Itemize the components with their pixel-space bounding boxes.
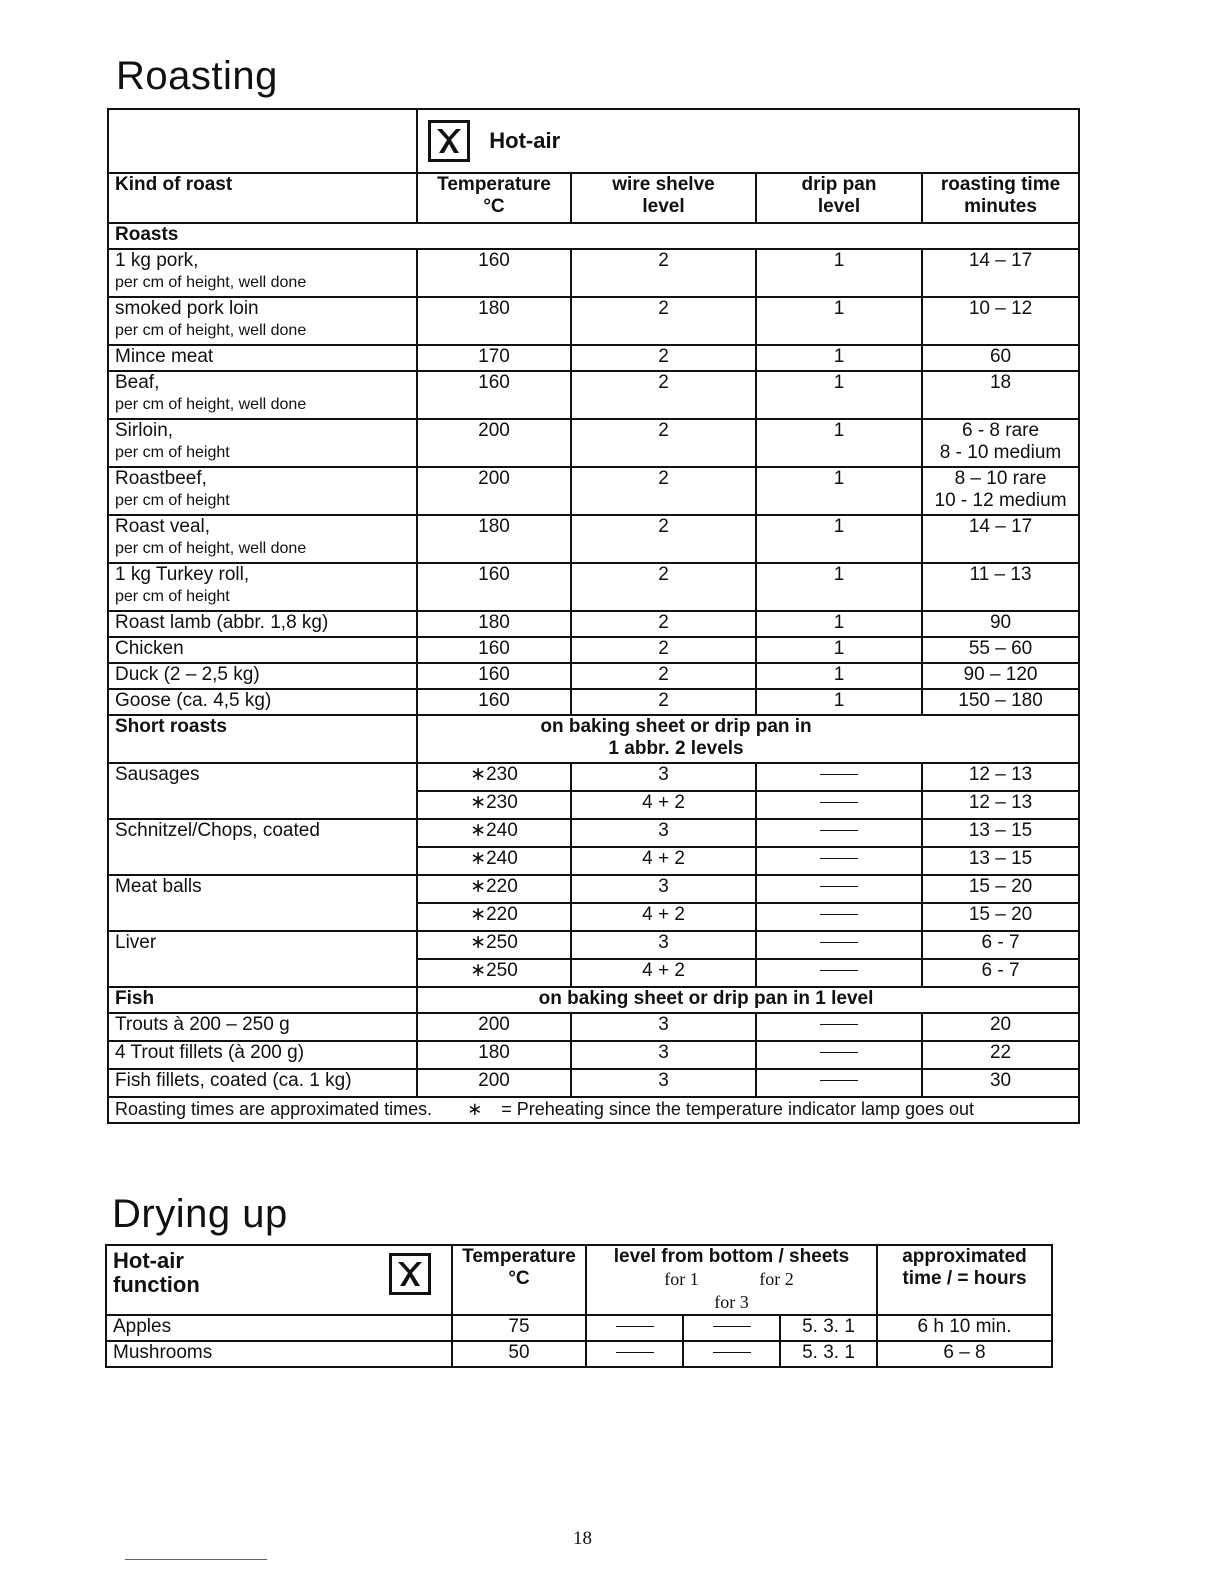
roast-drip-level: 1	[756, 689, 922, 715]
drying-time: 6 – 8	[877, 1341, 1052, 1367]
roast-temp: 160	[417, 371, 571, 419]
fish-note: on baking sheet or drip pan in 1 level	[417, 987, 1079, 1013]
roast-time	[922, 689, 1079, 715]
footnote-left: Roasting times are approximated times.	[115, 1099, 433, 1119]
roast-row	[108, 563, 1079, 611]
short-roast-temp: ∗230	[417, 791, 571, 819]
roast-name-text: Roastbeef,	[115, 468, 207, 489]
roast-drip-level: 1	[756, 611, 922, 637]
fish-name: Trouts à 200 – 250 g	[108, 1013, 417, 1041]
roast-sub-text: per cm of height, well done	[115, 322, 307, 339]
roast-name-text: Duck (2 – 2,5 kg)	[115, 664, 260, 685]
fish-time: 22	[922, 1041, 1079, 1069]
roast-row	[108, 297, 1079, 345]
drying-row	[106, 1315, 1052, 1341]
fish-time: 30	[922, 1069, 1079, 1097]
roast-drip-level: 1	[756, 249, 922, 297]
dash	[820, 942, 858, 943]
roast-temp: 160	[417, 249, 571, 297]
roast-drip-level: 1	[756, 297, 922, 345]
short-roast-wire-level: 3	[571, 763, 756, 791]
column-header-row	[108, 173, 1079, 223]
short-roast-wire-level: 3	[571, 931, 756, 959]
footer-rule	[125, 1559, 267, 1560]
short-roast-temp: ∗240	[417, 819, 571, 847]
roast-drip-level: 1	[756, 419, 922, 467]
short-roast-drip-level	[756, 791, 922, 819]
drying-level-for-2	[683, 1341, 780, 1367]
roast-row	[108, 637, 1079, 663]
roast-time-text: 55 – 60	[968, 638, 1033, 659]
roast-time-text-2: 8 - 10 medium	[939, 442, 1062, 463]
roast-drip-level: 1	[756, 563, 922, 611]
drying-level-for-2	[683, 1315, 780, 1341]
footnote-row	[108, 1097, 1079, 1123]
short-roast-row	[108, 819, 1079, 847]
roast-time-text: 6 - 8 rare	[961, 420, 1040, 441]
short-roasts-section-row	[108, 715, 1079, 763]
drying-table	[105, 1244, 1053, 1368]
roast-temp: 170	[417, 345, 571, 371]
short-roast-temp: ∗220	[417, 875, 571, 903]
roast-time-text: 11 – 13	[969, 564, 1032, 585]
roast-temp: 200	[417, 467, 571, 515]
roast-wire-level: 2	[571, 297, 756, 345]
roast-sub-text: per cm of height	[115, 492, 230, 509]
roast-time-text: 14 – 17	[968, 516, 1033, 537]
drying-row	[106, 1341, 1052, 1367]
short-roast-temp: ∗240	[417, 847, 571, 875]
roast-time-text: 14 – 17	[968, 250, 1033, 271]
short-roast-wire-level: 4 + 2	[571, 959, 756, 987]
roast-wire-level: 2	[571, 249, 756, 297]
short-roast-wire-level: 3	[571, 819, 756, 847]
dash	[820, 970, 858, 971]
roast-sub-text: per cm of height	[115, 588, 230, 605]
fish-row	[108, 1013, 1079, 1041]
roast-name	[108, 345, 417, 371]
dash	[820, 1080, 858, 1081]
roast-time	[922, 563, 1079, 611]
roast-row	[108, 689, 1079, 715]
fish-name: 4 Trout fillets (à 200 g)	[108, 1041, 417, 1069]
roast-wire-level: 2	[571, 345, 756, 371]
roast-row	[108, 345, 1079, 371]
short-roast-name: Schnitzel/Chops, coated	[108, 819, 417, 875]
dash	[820, 886, 858, 887]
short-roast-time: 15 – 20	[922, 903, 1079, 931]
roast-name-text: Chicken	[115, 638, 184, 659]
roast-name-text: Roast veal,	[115, 516, 211, 537]
short-roasts-heading: Short roasts	[108, 715, 417, 763]
roast-name-text: smoked pork loin	[115, 298, 259, 319]
roast-drip-level: 1	[756, 663, 922, 689]
drying-header-row	[106, 1245, 1052, 1315]
roast-name	[108, 467, 417, 515]
short-roast-time: 6 - 7	[922, 959, 1079, 987]
short-roast-drip-level	[756, 847, 922, 875]
fish-time: 20	[922, 1013, 1079, 1041]
short-roast-drip-level	[756, 903, 922, 931]
roast-row	[108, 249, 1079, 297]
kind-header: Kind of roast	[108, 173, 417, 223]
roast-wire-level: 2	[571, 563, 756, 611]
drying-food-name: Apples	[106, 1315, 452, 1341]
short-roast-drip-level	[756, 763, 922, 791]
dash	[820, 1052, 858, 1053]
short-roast-row	[108, 931, 1079, 959]
roast-time-text: 10 – 12	[968, 298, 1033, 319]
roast-time-text: 150 – 180	[958, 690, 1043, 711]
roast-sub-text: per cm of height, well done	[115, 274, 307, 291]
roast-temp: 180	[417, 297, 571, 345]
roasting-time-header: roasting time minutes	[922, 173, 1079, 223]
dash	[713, 1352, 751, 1353]
short-roast-drip-level	[756, 931, 922, 959]
short-roast-temp: ∗250	[417, 931, 571, 959]
fish-temp: 180	[417, 1041, 571, 1069]
short-roast-row	[108, 763, 1079, 791]
roast-row	[108, 419, 1079, 467]
roast-temp: 200	[417, 419, 571, 467]
roasting-table	[107, 108, 1080, 1124]
roast-time	[922, 515, 1079, 563]
roast-sub-text: per cm of height, well done	[115, 540, 307, 557]
drying-level-for-1	[586, 1315, 683, 1341]
short-roast-name: Liver	[108, 931, 417, 987]
roasting-title: Roasting	[116, 54, 278, 98]
roast-name	[108, 663, 417, 689]
roast-time	[922, 371, 1079, 419]
roast-time-text: 18	[989, 372, 1012, 393]
short-roast-row	[108, 875, 1079, 903]
short-roasts-note: on baking sheet or drip pan in 1 abbr. 2 levels	[417, 715, 1079, 763]
dash	[820, 802, 858, 803]
wire-shelve-header: wire shelve level	[571, 173, 756, 223]
drying-level-for-3: 5. 3. 1	[780, 1341, 877, 1367]
short-roast-drip-level	[756, 819, 922, 847]
roast-time	[922, 663, 1079, 689]
roast-name-text: Beaf,	[115, 372, 160, 393]
roast-time	[922, 345, 1079, 371]
roast-temp: 180	[417, 515, 571, 563]
roast-temp: 160	[417, 689, 571, 715]
short-roast-time: 12 – 13	[922, 763, 1079, 791]
short-roast-temp: ∗230	[417, 763, 571, 791]
roast-drip-level: 1	[756, 371, 922, 419]
roast-time-text: 90 – 120	[963, 664, 1038, 685]
hot-air-label: Hot-air	[489, 128, 561, 153]
roast-row	[108, 467, 1079, 515]
page-number: 18	[573, 1528, 592, 1549]
hot-air-header	[417, 109, 1079, 173]
dash	[820, 774, 858, 775]
roasts-section-row	[108, 223, 1079, 249]
roast-name-text: Roast lamb (abbr. 1,8 kg)	[115, 612, 329, 633]
roast-wire-level: 2	[571, 689, 756, 715]
roast-time	[922, 249, 1079, 297]
drying-temp: 75	[452, 1315, 586, 1341]
drying-level-for-1	[586, 1341, 683, 1367]
short-roast-time: 13 – 15	[922, 819, 1079, 847]
drying-food-name: Mushrooms	[106, 1341, 452, 1367]
short-roast-wire-level: 4 + 2	[571, 847, 756, 875]
drying-level-header: level from bottom / sheets for 1 for 2for 3	[586, 1245, 877, 1315]
roast-drip-level: 1	[756, 637, 922, 663]
empty-header-cell	[108, 109, 417, 173]
roast-row	[108, 611, 1079, 637]
fish-name: Fish fillets, coated (ca. 1 kg)	[108, 1069, 417, 1097]
roast-name	[108, 297, 417, 345]
drying-temperature-header: Temperature °C	[452, 1245, 586, 1315]
fan-icon	[389, 1253, 431, 1295]
drying-time: 6 h 10 min.	[877, 1315, 1052, 1341]
roast-drip-level: 1	[756, 467, 922, 515]
fan-icon	[428, 120, 470, 162]
footnote-star: ∗	[467, 1099, 483, 1119]
roast-temp: 160	[417, 563, 571, 611]
short-roast-time: 15 – 20	[922, 875, 1079, 903]
roast-name-text: Sirloin,	[115, 420, 174, 441]
fish-drip-level	[756, 1041, 922, 1069]
roast-row	[108, 371, 1079, 419]
roast-sub-text: per cm of height	[115, 444, 230, 461]
dash	[820, 1024, 858, 1025]
roast-wire-level: 2	[571, 637, 756, 663]
roast-wire-level: 2	[571, 371, 756, 419]
fish-wire-level: 3	[571, 1069, 756, 1097]
fish-temp: 200	[417, 1013, 571, 1041]
fish-row	[108, 1069, 1079, 1097]
fish-heading: Fish	[108, 987, 417, 1013]
roast-drip-level: 1	[756, 345, 922, 371]
roast-wire-level: 2	[571, 611, 756, 637]
roast-sub-text: per cm of height, well done	[115, 396, 307, 413]
roast-time	[922, 419, 1079, 467]
roast-name	[108, 689, 417, 715]
dash	[820, 914, 858, 915]
roast-time-text: 8 – 10 rare	[954, 468, 1047, 489]
fish-section-row	[108, 987, 1079, 1013]
roast-time	[922, 297, 1079, 345]
drying-temp: 50	[452, 1341, 586, 1367]
footnote	[108, 1097, 1079, 1123]
roast-name-text: Mince meat	[115, 346, 214, 367]
roast-name	[108, 637, 417, 663]
short-roast-wire-level: 3	[571, 875, 756, 903]
dash	[616, 1326, 654, 1327]
short-roast-drip-level	[756, 875, 922, 903]
dash	[820, 858, 858, 859]
roast-name-text: Goose (ca. 4,5 kg)	[115, 690, 272, 711]
roast-name	[108, 371, 417, 419]
short-roast-name: Sausages	[108, 763, 417, 819]
mode-header-row	[108, 109, 1079, 173]
short-roast-time: 6 - 7	[922, 931, 1079, 959]
roast-time-text: 60	[989, 346, 1012, 367]
roast-wire-level: 2	[571, 663, 756, 689]
roast-time	[922, 637, 1079, 663]
short-roast-name: Meat balls	[108, 875, 417, 931]
short-roast-temp: ∗250	[417, 959, 571, 987]
temperature-header: Temperature °C	[417, 173, 571, 223]
short-roast-drip-level	[756, 959, 922, 987]
dash	[713, 1326, 751, 1327]
fish-drip-level	[756, 1013, 922, 1041]
short-roast-time: 13 – 15	[922, 847, 1079, 875]
footnote-right: = Preheating since the temperature indicator lamp goes out	[501, 1099, 975, 1119]
roast-name-text: 1 kg pork,	[115, 250, 199, 271]
roast-name	[108, 515, 417, 563]
roast-name	[108, 419, 417, 467]
roast-time-text: 90	[989, 612, 1012, 633]
fish-wire-level: 3	[571, 1041, 756, 1069]
fish-wire-level: 3	[571, 1013, 756, 1041]
roast-name	[108, 563, 417, 611]
roast-wire-level: 2	[571, 419, 756, 467]
roast-time-text-2: 10 - 12 medium	[934, 490, 1067, 511]
short-roast-temp: ∗220	[417, 903, 571, 931]
roast-name-text: 1 kg Turkey roll,	[115, 564, 250, 585]
dash	[820, 830, 858, 831]
roast-time	[922, 467, 1079, 515]
dash	[616, 1352, 654, 1353]
hot-air-function-header: Hot-air function	[106, 1245, 452, 1315]
drip-pan-header: drip pan level	[756, 173, 922, 223]
roast-temp: 180	[417, 611, 571, 637]
fish-row	[108, 1041, 1079, 1069]
roast-temp: 160	[417, 637, 571, 663]
drying-level-for-3: 5. 3. 1	[780, 1315, 877, 1341]
roast-wire-level: 2	[571, 515, 756, 563]
roast-time	[922, 611, 1079, 637]
roast-name	[108, 611, 417, 637]
roast-wire-level: 2	[571, 467, 756, 515]
roast-row	[108, 515, 1079, 563]
roast-temp: 160	[417, 663, 571, 689]
roast-row	[108, 663, 1079, 689]
roasts-heading: Roasts	[108, 223, 1079, 249]
fish-temp: 200	[417, 1069, 571, 1097]
short-roast-time: 12 – 13	[922, 791, 1079, 819]
drying-time-header: approximated time / = hours	[877, 1245, 1052, 1315]
fish-drip-level	[756, 1069, 922, 1097]
short-roast-wire-level: 4 + 2	[571, 903, 756, 931]
short-roast-wire-level: 4 + 2	[571, 791, 756, 819]
roast-drip-level: 1	[756, 515, 922, 563]
roast-name	[108, 249, 417, 297]
drying-title: Drying up	[112, 1192, 288, 1236]
